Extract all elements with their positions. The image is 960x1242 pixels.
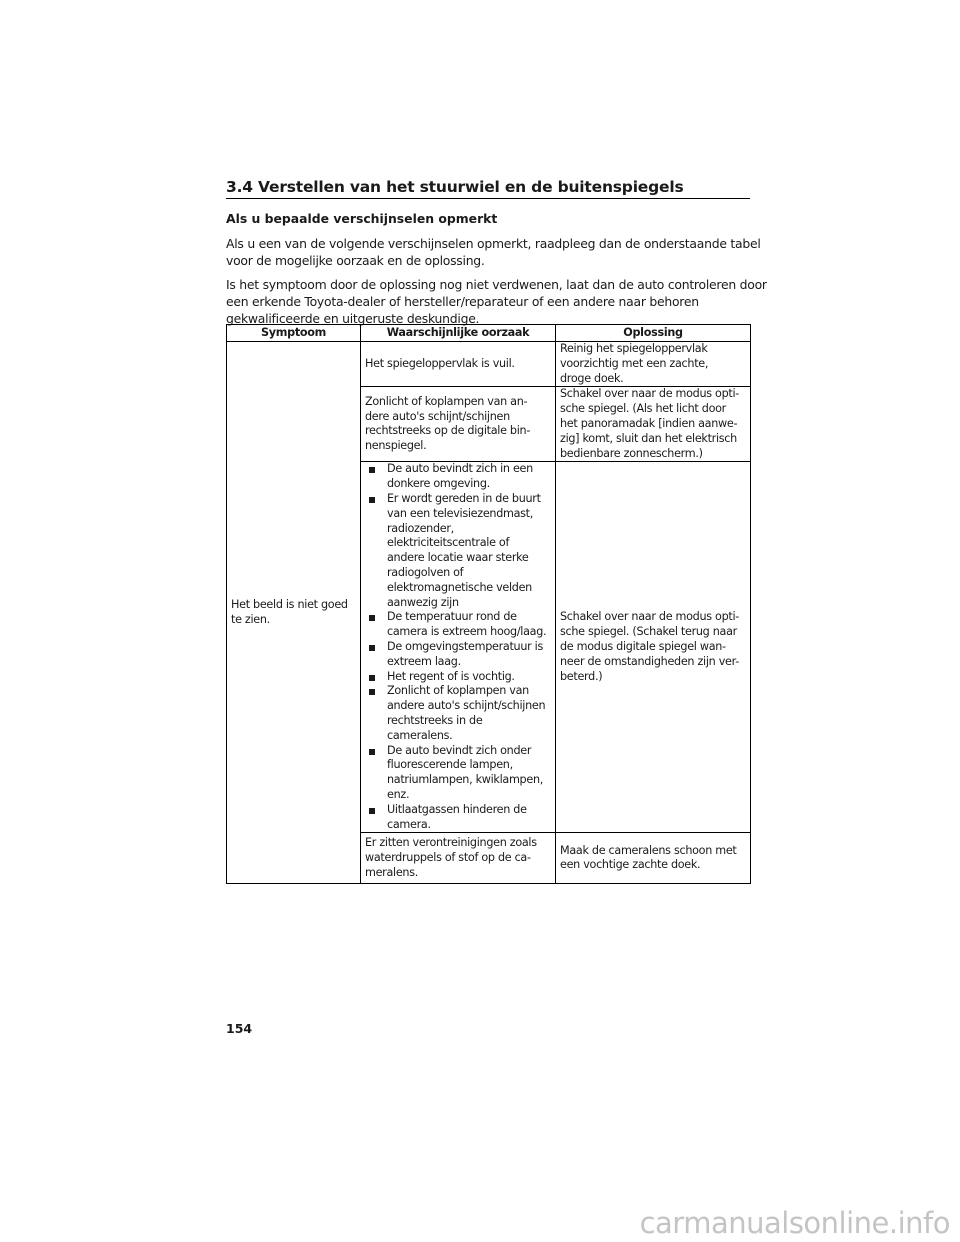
cause-line: elektriciteitscentrale of <box>387 536 510 550</box>
solution-cell <box>556 342 751 387</box>
cause-cell <box>361 462 556 833</box>
cause-line: Het spiegeloppervlak is vuil. <box>365 356 515 370</box>
paragraph-line: Als u een van de volgende verschijnselen opmerkt, raadpleeg dan de onderstaande tabel <box>226 236 761 251</box>
cause-line: donkere omgeving. <box>387 477 490 491</box>
section-title: 3.4 Verstellen van het stuurwiel en de buitenspiegels <box>226 178 684 196</box>
symptom-line: Het beeld is niet goed <box>231 597 348 611</box>
cause-line: meralens. <box>365 865 419 879</box>
solution-cell <box>556 462 751 833</box>
cause-line: elektromagnetische velden <box>387 580 532 594</box>
cause-list <box>365 462 551 832</box>
solution-cell <box>556 833 751 884</box>
header-solution: Oplossing <box>556 325 751 342</box>
list-item <box>365 803 551 833</box>
solution-line: Schakel over naar de modus opti- <box>560 610 740 624</box>
symptom-cell <box>227 342 361 884</box>
cause-line: De temperatuur rond de <box>387 610 517 624</box>
bullet-square-icon <box>369 689 375 695</box>
solution-line: beterd.) <box>560 669 603 683</box>
bullet-square-icon <box>369 808 375 814</box>
cause-line: De auto bevindt zich in een <box>387 462 533 476</box>
troubleshooting-table <box>226 324 751 884</box>
cause-line: andere auto's schijnt/schijnen <box>387 699 546 713</box>
solution-cell <box>556 387 751 462</box>
bullet-square-icon <box>369 749 375 755</box>
cause-line: van een televisiezendmast, <box>387 506 534 520</box>
table-header-row <box>227 325 751 342</box>
cause-line: andere locatie waar sterke <box>387 551 529 565</box>
cause-line: radiozender, <box>387 521 454 535</box>
solution-line: bedienbare zonnescherm.) <box>560 446 703 460</box>
cause-line: dere auto's schijnt/schijnen <box>365 409 510 423</box>
paragraph-line: Is het symptoom door de oplossing nog niet verdwenen, laat dan de auto controleren door <box>226 277 767 292</box>
section-divider <box>226 198 750 199</box>
paragraph-line: voor de mogelijke oorzaak en de oplossing. <box>226 253 485 268</box>
solution-line: een vochtige zachte doek. <box>560 858 701 872</box>
cause-line: aanwezig zijn <box>387 595 459 609</box>
subheading: Als u bepaalde verschijnselen opmerkt <box>226 211 498 226</box>
cause-line: fluorescerende lampen, <box>387 758 513 772</box>
table-row <box>227 342 751 387</box>
cause-line: rechtstreeks op de digitale bin- <box>365 424 531 438</box>
cause-cell <box>361 833 556 884</box>
paragraph-intro <box>226 235 761 269</box>
solution-line: Reinig het spiegeloppervlak <box>560 342 708 355</box>
cause-line: Er zitten verontreinigingen zoals <box>365 836 537 850</box>
bullet-square-icon <box>369 497 375 503</box>
cause-line: radiogolven of <box>387 565 464 579</box>
paragraph-advice <box>226 276 767 327</box>
cause-line: camera is extreem hoog/laag. <box>387 625 547 639</box>
list-item <box>365 744 551 803</box>
cause-line: Uitlaatgassen hinderen de <box>387 802 527 816</box>
solution-line: zig] komt, sluit dan het elektrisch <box>560 431 737 445</box>
solution-line: Maak de cameralens schoon met <box>560 843 737 857</box>
cause-line: De auto bevindt zich onder <box>387 743 532 757</box>
bullet-square-icon <box>369 467 375 473</box>
list-item <box>365 670 551 685</box>
cause-line: De omgevingstemperatuur is <box>387 639 543 653</box>
list-item <box>365 610 551 640</box>
solution-line: sche spiegel. (Als het licht door <box>560 402 726 416</box>
symptom-line: te zien. <box>231 612 270 626</box>
list-item <box>365 684 551 743</box>
header-cause: Waarschijnlijke oorzaak <box>361 325 556 342</box>
cause-line: rechtstreeks in de <box>387 713 483 727</box>
cause-line: extreem laag. <box>387 654 461 668</box>
list-item <box>365 492 551 610</box>
cause-line: enz. <box>387 787 410 801</box>
cause-cell <box>361 342 556 387</box>
cause-cell <box>361 387 556 462</box>
solution-line: het panoramadak [indien aanwe- <box>560 416 738 430</box>
cause-line: Zonlicht of koplampen van an- <box>365 394 528 408</box>
cause-line: waterdruppels of stof op de ca- <box>365 850 531 864</box>
watermark: carmanualsonline.info <box>639 1206 950 1240</box>
list-item <box>365 462 551 492</box>
cause-line: cameralens. <box>387 728 453 742</box>
bullet-square-icon <box>369 675 375 681</box>
solution-line: sche spiegel. (Schakel terug naar <box>560 625 737 639</box>
list-item <box>365 640 551 670</box>
bullet-square-icon <box>369 615 375 621</box>
cause-line: natriumlampen, kwiklampen, <box>387 773 543 787</box>
solution-line: de modus digitale spiegel wan- <box>560 639 726 653</box>
cause-line: Zonlicht of koplampen van <box>387 684 529 698</box>
cause-line: camera. <box>387 817 431 831</box>
cause-line: Het regent of is vochtig. <box>387 669 515 683</box>
paragraph-line: gekwalificeerde en uitgeruste deskundige. <box>226 311 480 326</box>
solution-line: droge doek. <box>560 371 624 385</box>
cause-line: Er wordt gereden in de buurt <box>387 491 541 505</box>
solution-line: voorzichtig met een zachte, <box>560 356 709 370</box>
solution-line: Schakel over naar de modus opti- <box>560 387 740 401</box>
header-symptom: Symptoom <box>227 325 361 342</box>
cause-line: nenspiegel. <box>365 439 427 453</box>
paragraph-line: een erkende Toyota-dealer of hersteller/reparateur of een andere naar behoren <box>226 294 699 309</box>
solution-line: neer de omstandigheden zijn ver- <box>560 654 739 668</box>
bullet-square-icon <box>369 645 375 651</box>
page-number: 154 <box>226 1021 253 1036</box>
